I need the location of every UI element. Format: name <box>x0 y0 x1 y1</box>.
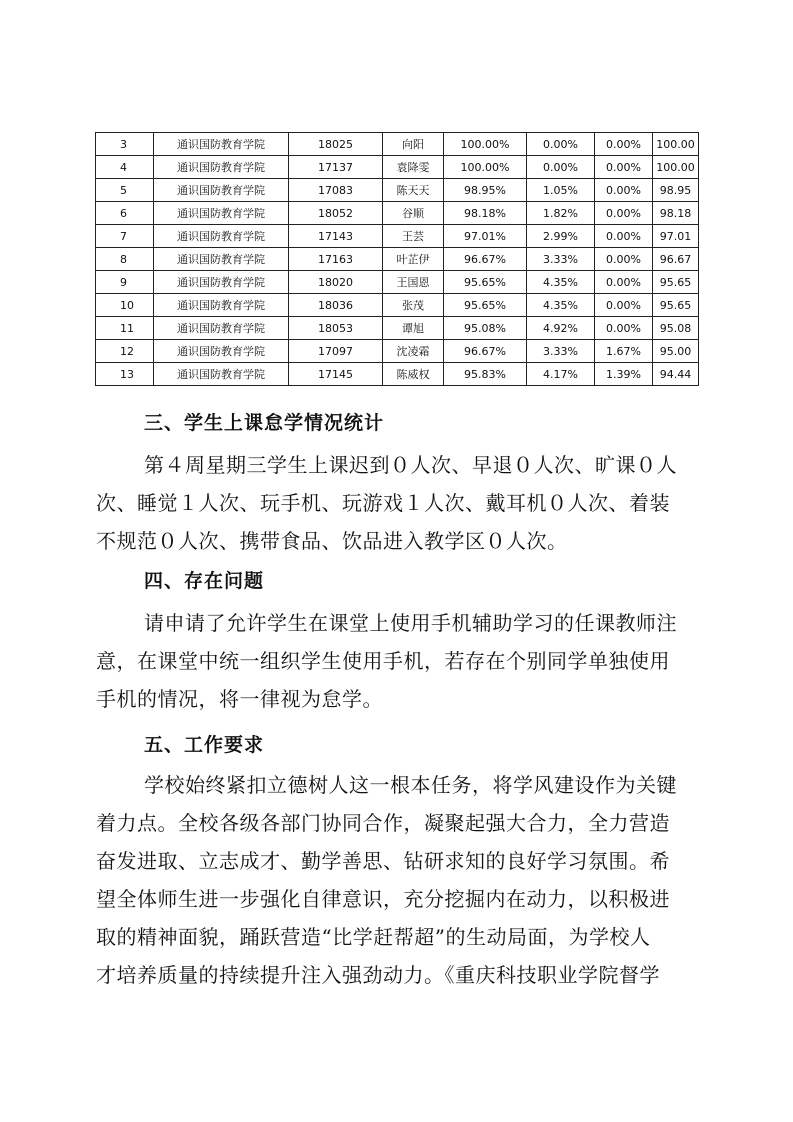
table-cell: 王芸 <box>383 225 444 248</box>
section5-line: 着力点。全校各级各部门协同合作，凝聚起强大合力，全力营造 <box>96 811 670 835</box>
table-cell: 95.65 <box>653 271 699 294</box>
table-cell: 98.95 <box>653 179 699 202</box>
table-cell: 通识国防教育学院 <box>154 133 289 156</box>
table-cell: 0.00% <box>527 156 595 179</box>
table-cell: 通识国防教育学院 <box>154 248 289 271</box>
table-cell: 0.00% <box>595 317 653 340</box>
ranking-table <box>95 132 699 386</box>
table-cell: 通识国防教育学院 <box>154 202 289 225</box>
section3-line: 次、睡觉１人次、玩手机、玩游戏１人次、戴耳机０人次、着装 <box>96 491 670 515</box>
table-cell: 谭旭 <box>383 317 444 340</box>
table-cell: 通识国防教育学院 <box>154 340 289 363</box>
section3-heading: 三、学生上课怠学情况统计 <box>144 412 385 434</box>
section5-line: 望全体师生进一步强化自律意识，充分挖掘内在动力，以积极进 <box>96 887 670 911</box>
table-cell: 0.00% <box>595 225 653 248</box>
table-cell: 100.00 <box>653 133 699 156</box>
table-cell: 97.01 <box>653 225 699 248</box>
table-cell: 95.00 <box>653 340 699 363</box>
table-cell: 96.67% <box>444 248 527 271</box>
table-cell: 94.44 <box>653 363 699 386</box>
table-cell: 向阳 <box>383 133 444 156</box>
table-cell: 98.18% <box>444 202 527 225</box>
table-cell: 95.08% <box>444 317 527 340</box>
table-cell: 沈凌霜 <box>383 340 444 363</box>
table-cell: 11 <box>96 317 154 340</box>
table-cell: 3.33% <box>527 248 595 271</box>
table-cell: 18052 <box>289 202 383 225</box>
table-row <box>96 133 699 156</box>
section4-heading: 四、存在问题 <box>144 570 265 592</box>
table-cell: 0.00% <box>527 133 595 156</box>
table-cell: 1.82% <box>527 202 595 225</box>
section5-paragraph <box>96 766 698 994</box>
table-row <box>96 317 699 340</box>
table-cell: 13 <box>96 363 154 386</box>
table-cell: 95.08 <box>653 317 699 340</box>
table-cell: 2.99% <box>527 225 595 248</box>
table-cell: 12 <box>96 340 154 363</box>
table-row <box>96 294 699 317</box>
section4-line: 请申请了允许学生在课堂上使用手机辅助学习的任课教师注 <box>144 611 677 635</box>
table-cell: 98.18 <box>653 202 699 225</box>
section4-paragraph <box>96 604 698 718</box>
table-cell: 98.95% <box>444 179 527 202</box>
section3-line: 第４周星期三学生上课迟到０人次、早退０人次、旷课０人 <box>144 453 677 477</box>
table-cell: 100.00% <box>444 133 527 156</box>
table-cell: 4.17% <box>527 363 595 386</box>
table-cell: 3 <box>96 133 154 156</box>
table-cell: 9 <box>96 271 154 294</box>
table-cell: 王国恩 <box>383 271 444 294</box>
table-cell: 通识国防教育学院 <box>154 363 289 386</box>
table-cell: 100.00 <box>653 156 699 179</box>
table-row <box>96 156 699 179</box>
table-cell: 7 <box>96 225 154 248</box>
table-cell: 18036 <box>289 294 383 317</box>
section5-line: 奋发进取、立志成才、勤学善思、钻研求知的良好学习氛围。希 <box>96 849 670 873</box>
table-cell: 0.00% <box>595 156 653 179</box>
table-cell: 17163 <box>289 248 383 271</box>
section3-paragraph <box>96 446 698 560</box>
section4-line: 意，在课堂中统一组织学生使用手机，若存在个别同学单独使用 <box>96 649 670 673</box>
table-cell: 0.00% <box>595 179 653 202</box>
section5-line: 才培养质量的持续提升注入强劲动力。《重庆科技职业学院督学 <box>96 963 660 987</box>
table-cell: 叶芷伊 <box>383 248 444 271</box>
section5-line: 取的精神面貌，踊跃营造“比学赶帮超”的生动局面，为学校人 <box>96 925 651 949</box>
table-cell: 96.67 <box>653 248 699 271</box>
table-cell: 18020 <box>289 271 383 294</box>
table-cell: 通识国防教育学院 <box>154 317 289 340</box>
table-cell: 1.67% <box>595 340 653 363</box>
table-cell: 谷顺 <box>383 202 444 225</box>
table-cell: 陈威权 <box>383 363 444 386</box>
table-cell: 4.35% <box>527 271 595 294</box>
table-row <box>96 271 699 294</box>
table-cell: 17083 <box>289 179 383 202</box>
table-row <box>96 340 699 363</box>
table-row <box>96 248 699 271</box>
table-cell: 0.00% <box>595 133 653 156</box>
table-cell: 8 <box>96 248 154 271</box>
table-cell: 张茂 <box>383 294 444 317</box>
table-cell: 通识国防教育学院 <box>154 271 289 294</box>
table-cell: 17143 <box>289 225 383 248</box>
table-cell: 95.65% <box>444 294 527 317</box>
table-row <box>96 179 699 202</box>
section5-line: 学校始终紧扣立德树人这一根本任务，将学风建设作为关键 <box>144 773 677 797</box>
table-cell: 通识国防教育学院 <box>154 225 289 248</box>
table-cell: 0.00% <box>595 248 653 271</box>
table-cell: 4.92% <box>527 317 595 340</box>
table-cell: 17145 <box>289 363 383 386</box>
table-cell: 10 <box>96 294 154 317</box>
table-cell: 6 <box>96 202 154 225</box>
table-row <box>96 225 699 248</box>
table-row <box>96 363 699 386</box>
table-cell: 18025 <box>289 133 383 156</box>
table-cell: 96.67% <box>444 340 527 363</box>
table-cell: 1.05% <box>527 179 595 202</box>
table-cell: 17097 <box>289 340 383 363</box>
table-cell: 0.00% <box>595 202 653 225</box>
table-cell: 5 <box>96 179 154 202</box>
table-cell: 陈天天 <box>383 179 444 202</box>
table-cell: 通识国防教育学院 <box>154 156 289 179</box>
table-cell: 0.00% <box>595 294 653 317</box>
table-cell: 95.65 <box>653 294 699 317</box>
table-cell: 95.83% <box>444 363 527 386</box>
table-cell: 97.01% <box>444 225 527 248</box>
table-cell: 通识国防教育学院 <box>154 294 289 317</box>
table-cell: 4 <box>96 156 154 179</box>
section5-heading: 五、工作要求 <box>144 734 265 756</box>
table-cell: 100.00% <box>444 156 527 179</box>
section3-line: 不规范０人次、携带食品、饮品进入教学区０人次。 <box>96 529 568 553</box>
table-cell: 95.65% <box>444 271 527 294</box>
table-cell: 通识国防教育学院 <box>154 179 289 202</box>
table-cell: 0.00% <box>595 271 653 294</box>
table-cell: 3.33% <box>527 340 595 363</box>
table-row <box>96 202 699 225</box>
section4-line: 手机的情况，将一律视为怠学。 <box>96 687 383 711</box>
table-cell: 4.35% <box>527 294 595 317</box>
table-cell: 1.39% <box>595 363 653 386</box>
table-cell: 袁降雯 <box>383 156 444 179</box>
table-cell: 17137 <box>289 156 383 179</box>
table-cell: 18053 <box>289 317 383 340</box>
